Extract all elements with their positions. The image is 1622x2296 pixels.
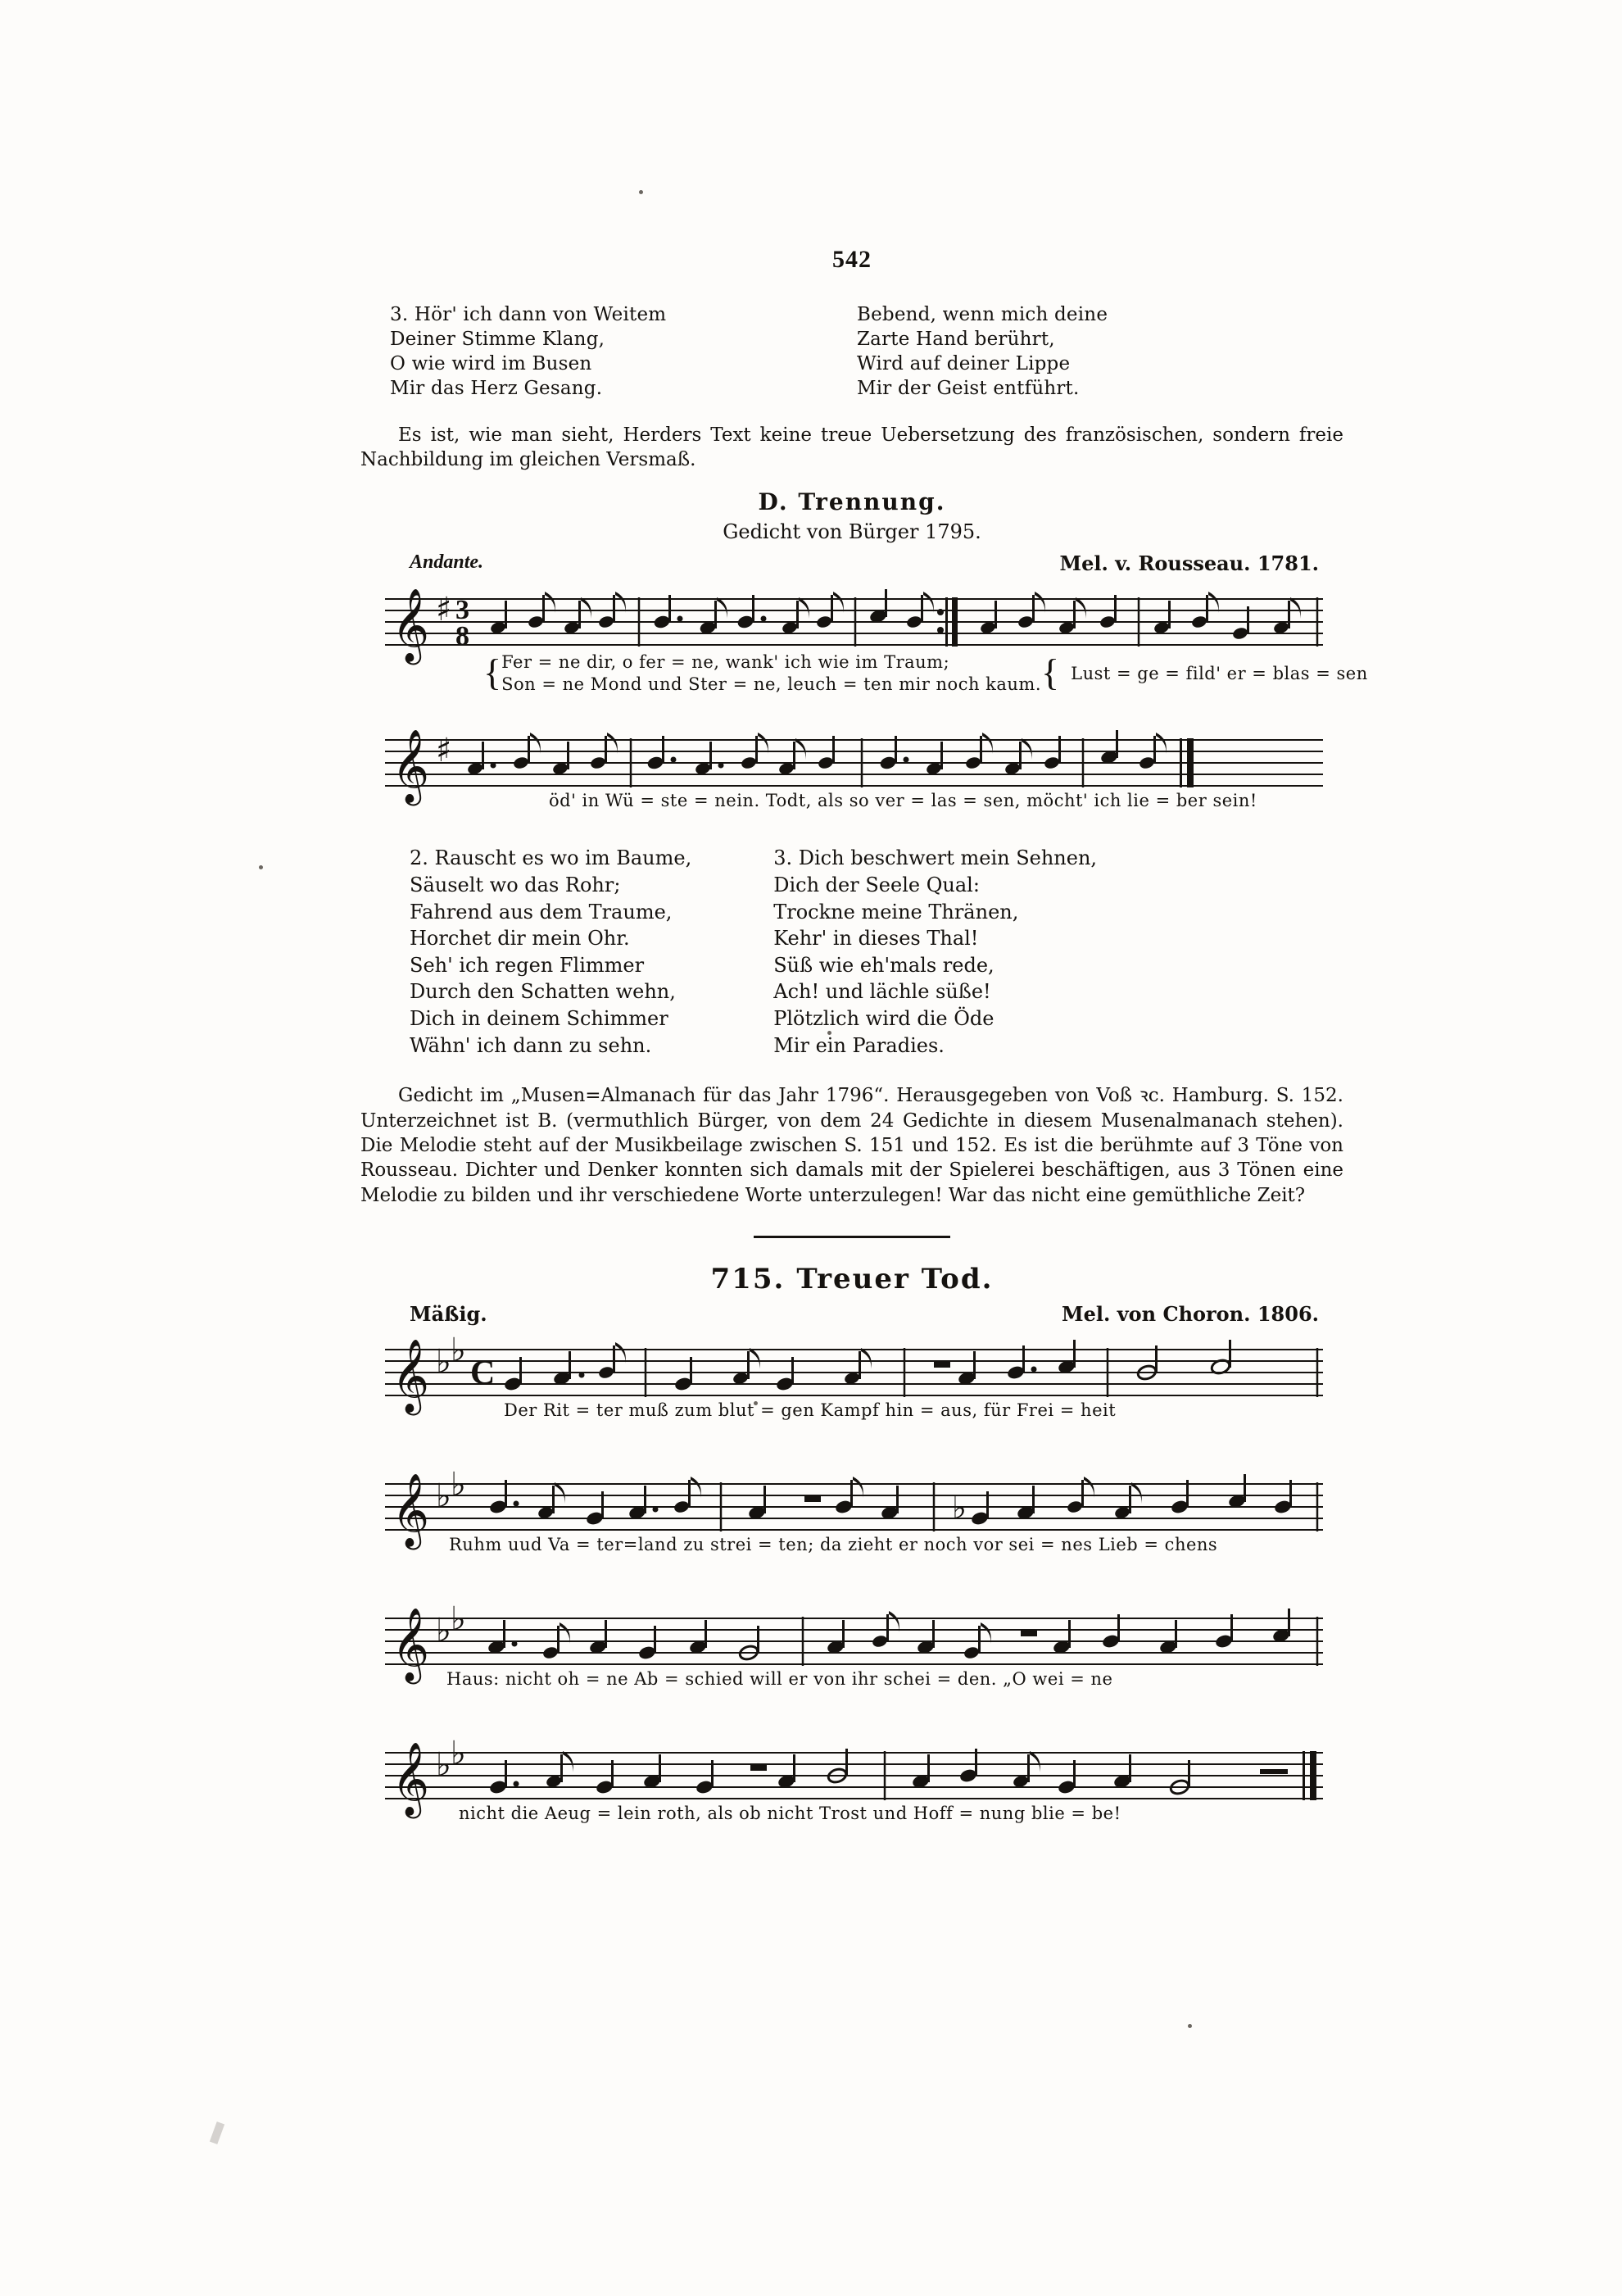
top-verse-block xyxy=(360,303,1343,402)
verse-line: Mir der Geist entführt. xyxy=(857,377,1080,399)
editorial-note: Es ist, wie man sieht, Herders Text keine treue Uebersetzung des französischen, sondern freie Nachbildung im gleichen Versmaß. xyxy=(360,424,1343,470)
song-715-lyrics-line-3-wrap xyxy=(446,1669,1112,1689)
svg-text:♭: ♭ xyxy=(436,1343,451,1382)
lyric-line: Der Rit = ter muß zum blut = gen Kampf hin = aus, für Frei = heit xyxy=(504,1400,1117,1421)
section-divider xyxy=(754,1236,950,1238)
lyric-line: Haus: nicht oh = ne Ab = schied will er von ihr schei = den. „O wei = ne xyxy=(446,1669,1113,1690)
stanza-line: Horchet dir mein Ohr. xyxy=(410,927,630,951)
stanza-line: Plötzlich wird die Öde xyxy=(773,1007,994,1031)
page-content xyxy=(360,246,1368,1836)
song-d-staff-system-1 xyxy=(360,583,1368,694)
svg-text:♭: ♭ xyxy=(436,1477,451,1516)
stanza-line: 3. Dich beschwert mein Sehnen, xyxy=(773,846,1098,870)
verse-line: Bebend, wenn mich deine xyxy=(857,304,1108,325)
lyric-brace-close: { xyxy=(1041,651,1060,694)
lyric-brace-open: { xyxy=(483,651,502,694)
svg-text:𝄞: 𝄞 xyxy=(392,1473,430,1548)
song-715-staff-system-3 xyxy=(360,1602,1343,1700)
svg-text:♯: ♯ xyxy=(436,732,452,770)
scan-artifact-dot xyxy=(259,865,263,869)
song-715-lyrics-line-2-wrap xyxy=(449,1535,1217,1554)
top-verse-right-column xyxy=(857,303,1283,402)
verse-line: Deiner Stimme Klang, xyxy=(390,328,605,350)
song-715-heading xyxy=(360,1263,1343,1295)
song-d-system2-lyrics xyxy=(549,791,1257,810)
svg-text:♭: ♭ xyxy=(451,1736,466,1773)
stanza-line: Durch den Schatten wehn, xyxy=(410,980,676,1004)
song-d-staff-system-2 xyxy=(360,724,1343,822)
stanza-line: Seh' ich regen Flimmer xyxy=(410,953,645,977)
song-715-lyrics-line-1-wrap xyxy=(504,1400,1116,1420)
stanza-line: Fahrend aus dem Traume, xyxy=(410,900,673,923)
verse-line: 3. Hör' ich dann von Weitem xyxy=(390,304,667,325)
lyric-line: öd' in Wü = ste = nein. Todt, als so ver = las = sen, möcht' ich lie = ber sein! xyxy=(549,791,1257,811)
svg-text:♭: ♭ xyxy=(451,1468,466,1504)
stanza-line: Kehr' in dieses Thal! xyxy=(773,927,979,951)
song-d-heading-row xyxy=(360,551,1343,579)
song-715-heading-row xyxy=(360,1302,1343,1330)
svg-text:C: C xyxy=(470,1354,496,1393)
svg-text:3: 3 xyxy=(455,595,469,626)
song-715-staff-system-2 xyxy=(360,1468,1343,1566)
svg-text:♭: ♭ xyxy=(451,1602,466,1639)
svg-text:♭: ♭ xyxy=(952,1490,967,1527)
svg-text:♭: ♭ xyxy=(436,1746,451,1785)
stanza-line: Säuselt wo das Rohr; xyxy=(410,873,621,896)
lyric-line: nicht die Aeug = lein roth, als ob nicht Trost und Hoff = nung blie = be! xyxy=(459,1804,1121,1824)
page-number: 542 xyxy=(832,246,872,273)
scan-artifact-dot xyxy=(1188,2024,1192,2028)
lyric-line: Lust = ge = fild' er = blas = sen xyxy=(1071,663,1368,683)
song-d-tempo: Andante. xyxy=(410,551,484,574)
verse-line: Wird auf deiner Lippe xyxy=(857,352,1071,374)
song-715-staff-system-1 xyxy=(360,1333,1343,1432)
song-d-stanzas xyxy=(360,845,1343,1059)
svg-text:𝄞: 𝄞 xyxy=(392,588,430,663)
scan-artifact-dot xyxy=(639,190,643,194)
song-715-melody-source: Mel. von Choron. 1806. xyxy=(1062,1302,1319,1327)
song-715-title: Treuer Tod. xyxy=(796,1263,994,1296)
top-verse-left-column xyxy=(360,303,800,402)
stanza-line: Trockne meine Thränen, xyxy=(773,900,1019,923)
song-715-tempo: Mäßig. xyxy=(410,1302,487,1327)
song-d-title: D. Trennung. xyxy=(758,488,946,516)
svg-text:𝄞: 𝄞 xyxy=(392,729,430,804)
song-d-commentary: Gedicht im „Musen=Almanach für das Jahr 1796“. Herausgegeben von Voß ꝛc. Hamburg. S. 152. Unterzeichnet ist B. (vermuthlich Bürger, von dem 24 Gedichte in diesem Musenalmanach stehen). Die Melodie steht auf der Musikbeilage zwischen S. 151 und 152. Es ist die berühmte auf 3 Töne von Rousseau. Dichter und Denker konnten sich damals mit der Spielerei beschäftigen, aus 3 Tönen eine Melodie zu bilden und ihr verschiedene Worte unterzulegen! War das nicht eine gemüthliche Zeit? xyxy=(360,1085,1343,1206)
stanza-2 xyxy=(410,845,691,1059)
song-d-subtitle: Gedicht von Bürger 1795. xyxy=(723,520,981,544)
verse-line: Zarte Hand berührt, xyxy=(857,328,1055,350)
stanza-line: Dich in deinem Schimmer xyxy=(410,1007,668,1031)
svg-text:♯: ♯ xyxy=(436,591,452,629)
song-715-lyrics-line-4-wrap xyxy=(459,1804,1121,1823)
stanza-line: Ach! und lächle süße! xyxy=(773,980,991,1004)
stanza-line: Mir ein Paradies. xyxy=(773,1033,945,1057)
svg-text:8: 8 xyxy=(455,621,469,652)
lyric-line: Fer = ne dir, o fer = ne, wank' ich wie im Traum; xyxy=(501,652,950,673)
svg-text:𝄞: 𝄞 xyxy=(392,1339,430,1413)
scan-artifact-smudge xyxy=(210,2121,224,2144)
song-d-melody-source: Mel. v. Rousseau. 1781. xyxy=(1059,551,1319,576)
stanza-line: Wähn' ich dann zu sehn. xyxy=(410,1033,652,1057)
stanza-line: Süß wie eh'mals rede, xyxy=(773,953,994,977)
lyric-line: Son = ne Mond und Ster = ne, leuch = ten mir noch kaum. xyxy=(501,674,1042,694)
song-715-staff-system-4 xyxy=(360,1736,1343,1835)
song-d-system1-lyrics xyxy=(483,651,1368,695)
stanza-line: 2. Rauscht es wo im Baume, xyxy=(410,846,692,870)
stanza-3 xyxy=(773,845,1097,1059)
verse-line: O wie wird im Busen xyxy=(390,352,592,374)
svg-text:𝄞: 𝄞 xyxy=(392,1608,430,1682)
lyric-line: Ruhm uud Va = ter=land zu strei = ten; da zieht er noch vor sei = nes Lieb = chens xyxy=(449,1535,1218,1555)
verse-line: Mir das Herz Gesang. xyxy=(390,377,603,399)
svg-text:𝄞: 𝄞 xyxy=(392,1742,430,1817)
svg-text:♭: ♭ xyxy=(451,1333,466,1370)
song-715-number: 715. xyxy=(710,1263,786,1296)
stanza-line: Dich der Seele Qual: xyxy=(773,873,980,896)
svg-text:♭: ♭ xyxy=(436,1612,451,1650)
